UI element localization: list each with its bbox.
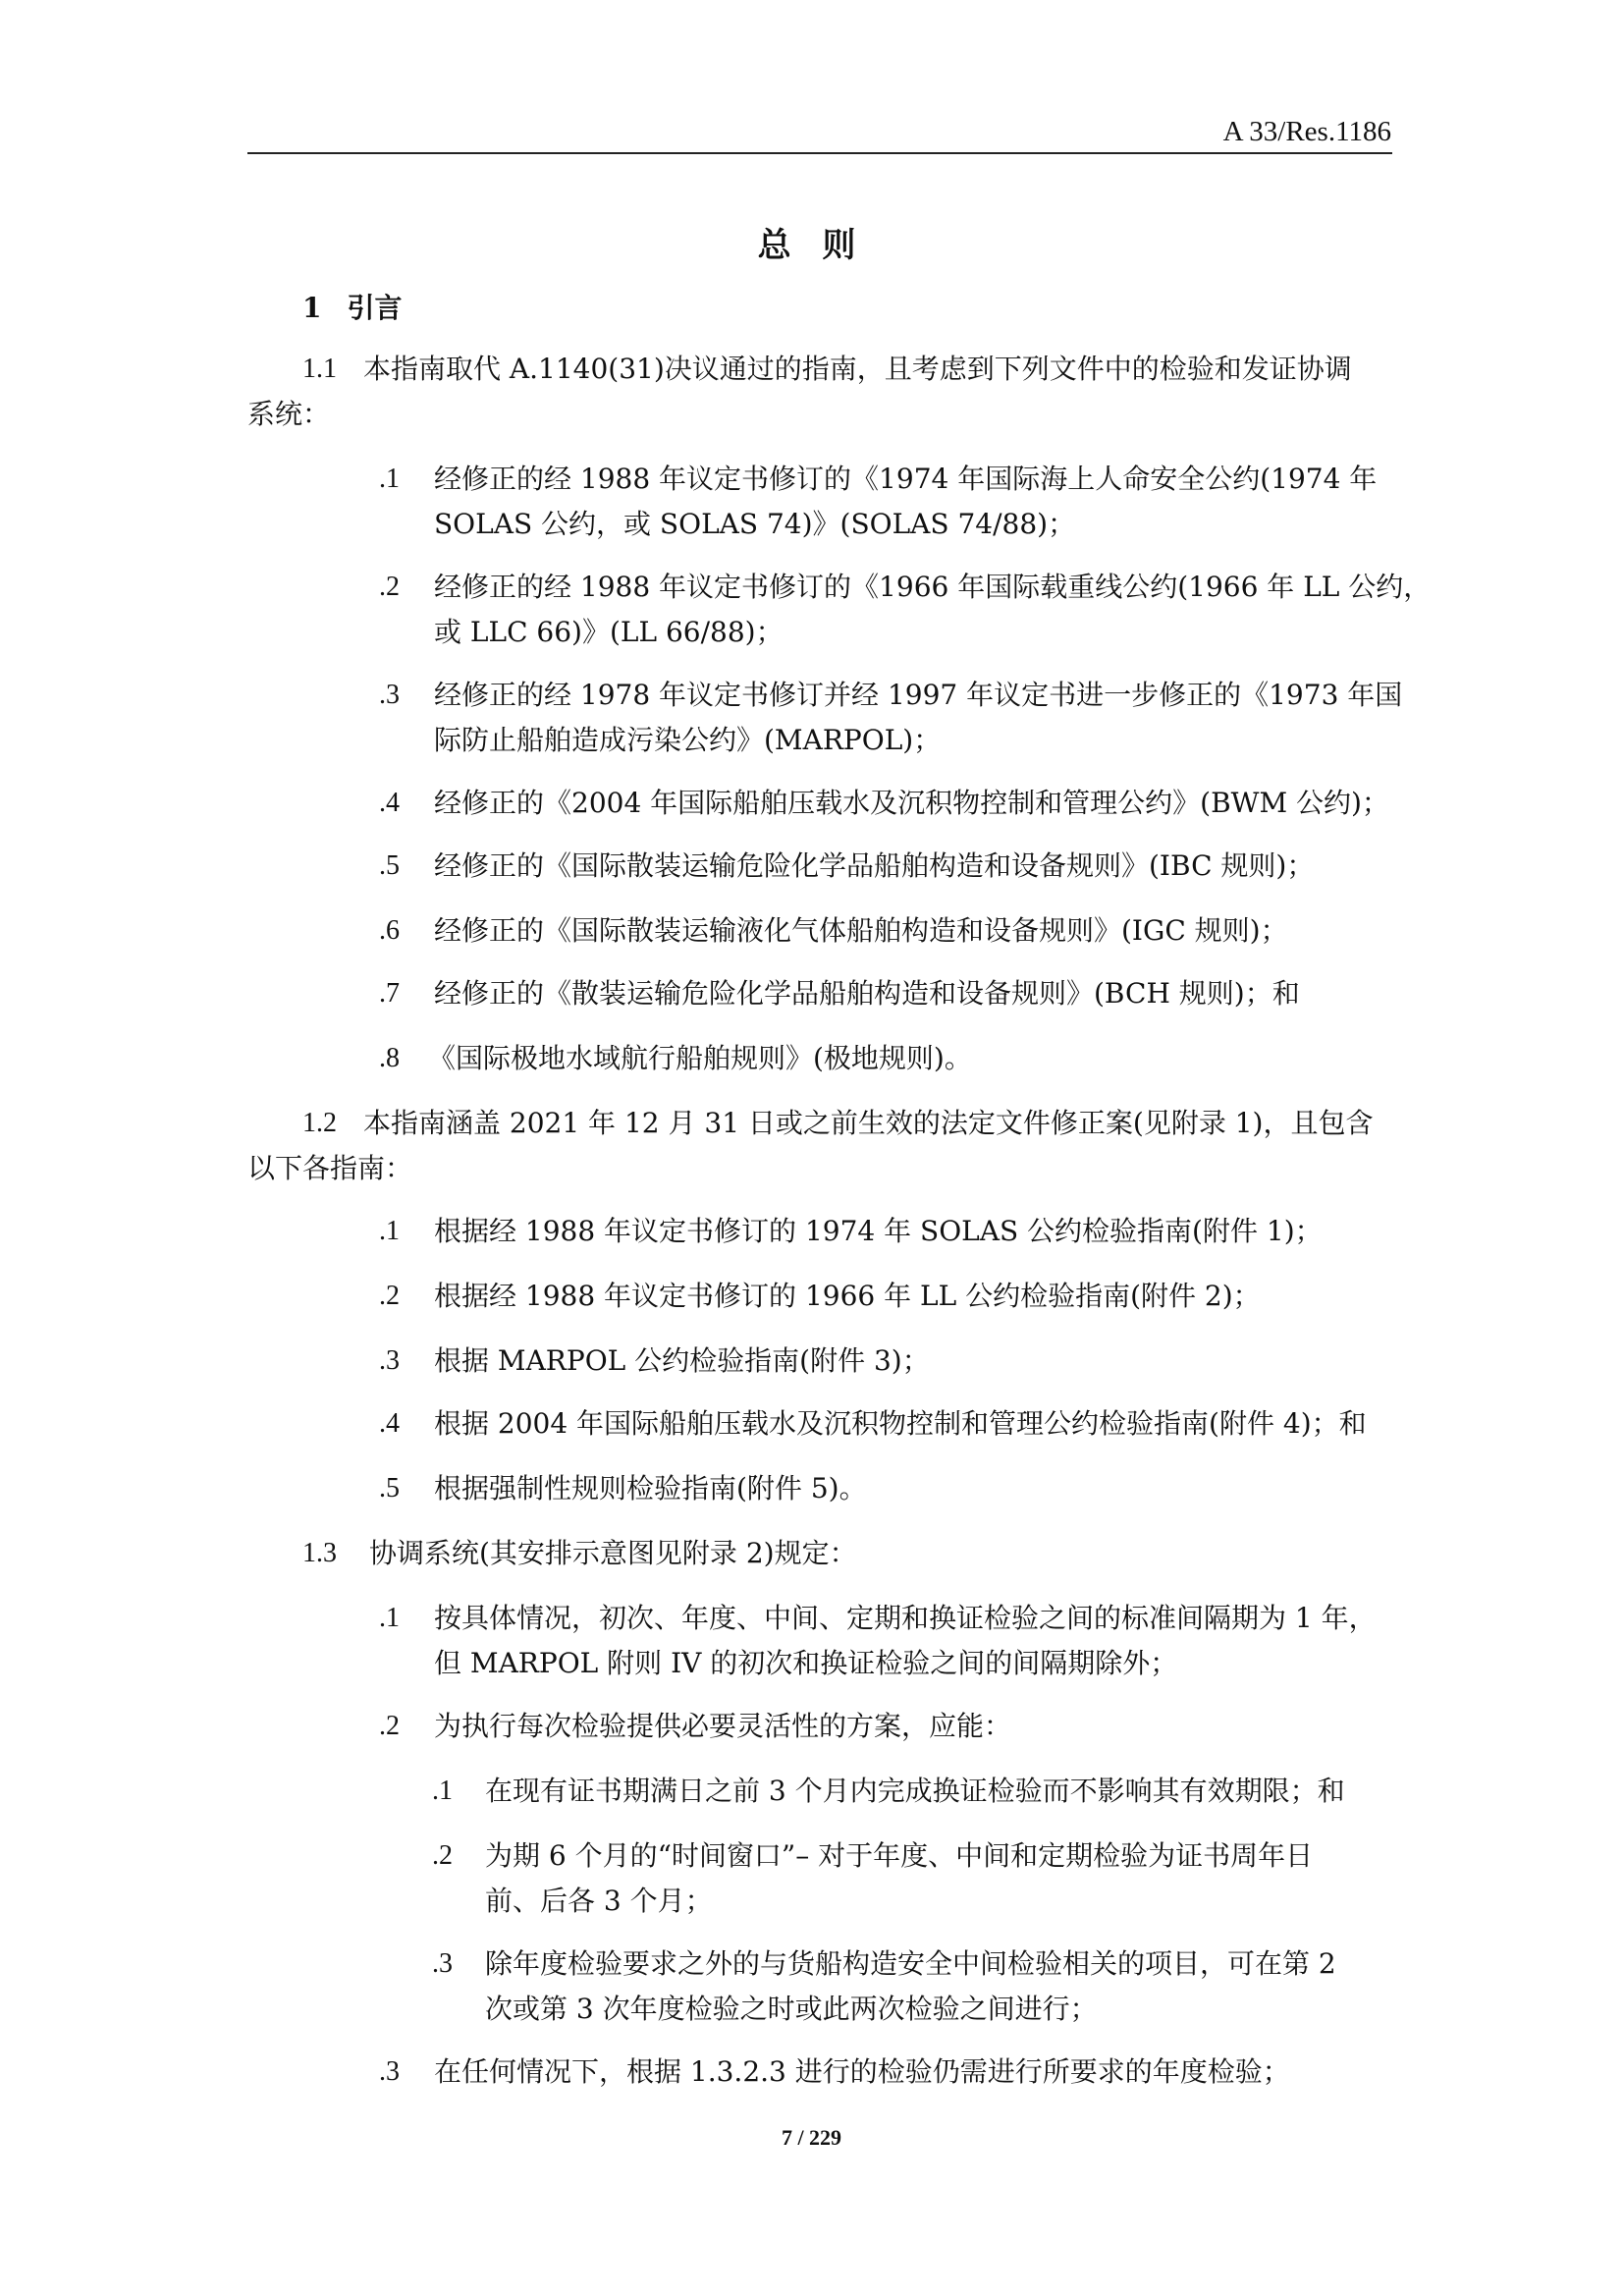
sub-list-item-number: .3 [432,1948,453,1979]
sub-list-item-text: 前、后各 3 个月； [485,1885,713,1917]
list-item-number: .3 [379,2056,400,2087]
list-item-text: 际防止船舶造成污染公约》(MARPOL)； [434,724,942,756]
paragraph-text: 本指南涵盖 2021 年 12 月 31 日或之前生效的法定文件修正案(见附录 1)，且包含 [363,1107,1374,1139]
section-title: 引言 [347,292,403,324]
list-item-text: 经修正的《2004 年国际船舶压载水及沉积物控制和管理公约》(BWM 公约)； [434,787,1389,819]
sub-list-item-text: 为期 6 个月的“时间窗口”– 对于年度、中间和定期检验为证书周年日 [485,1839,1314,1872]
list-item-number: .3 [379,1345,400,1376]
list-item-text: 经修正的《国际散装运输危险化学品船舶构造和设备规则》(IBC 规则)； [434,849,1315,882]
sub-list-item-text: 除年度检验要求之外的与货船构造安全中间检验相关的项目，可在第 2 [485,1947,1336,1980]
list-item-text: 在任何情况下，根据 1.3.2.3 进行的检验仍需进行所要求的年度检验； [434,2055,1290,2088]
list-item-number: .2 [379,572,400,602]
paragraph-text: 本指南取代 A.1140(31)决议通过的指南，且考虑到下列文件中的检验和发证协调 [363,353,1352,385]
list-item-text: SOLAS 公约，或 SOLAS 74)》(SOLAS 74/88)； [434,508,1076,540]
list-item-number: .2 [379,1281,400,1311]
section-heading [302,291,403,326]
sub-list-item-number: .2 [432,1840,453,1871]
list-item-number: .8 [379,1043,400,1073]
list-item-text: 经修正的经 1988 年议定书修订的《1974 年国际海上人命安全公约(1974 年 [434,463,1378,495]
header-divider [247,152,1392,154]
page-number: 7 / 229 [781,2125,842,2150]
list-item-number: .1 [379,1603,400,1633]
list-item-text: 经修正的《散装运输危险化学品船舶构造和设备规则》(BCH 规则)；和 [434,977,1300,1010]
list-item-number: .2 [379,1711,400,1741]
list-item-number: .6 [379,915,400,946]
list-item-text: 《国际极地水域航行船舶规则》(极地规则)。 [428,1042,972,1074]
list-item-text: 经修正的《国际散装运输液化气体船舶构造和设备规则》(IGC 规则)； [434,914,1288,947]
list-item-number: .7 [379,978,400,1009]
list-item-text: 经修正的经 1988 年议定书修订的《1966 年国际载重线公约(1966 年 LL 公约， [434,571,1432,603]
list-item-text: 按具体情况，初次、年度、中间、定期和换证检验之间的标准间隔期为 1 年， [434,1602,1377,1634]
paragraph-text: 系统： [247,398,331,430]
sub-list-item-number: .1 [432,1776,453,1806]
list-item-text: 或 LLC 66)》(LL 66/88)； [434,616,784,648]
section-number: 1 [302,292,322,324]
list-item-number: .5 [379,1473,400,1503]
list-item-number: .1 [379,464,400,494]
list-item-text: 根据 MARPOL 公约检验指南(附件 3)； [434,1344,930,1377]
sub-list-item-text: 在现有证书期满日之前 3 个月内完成换证检验而不影响其有效期限；和 [485,1775,1345,1807]
paragraph-number: 1.1 [302,354,337,384]
list-item-number: .4 [379,788,400,818]
list-item-text: 根据强制性规则检验指南(附件 5)。 [434,1472,867,1504]
paragraph-text: 以下各指南： [247,1152,413,1184]
paragraph-number: 1.2 [302,1108,337,1138]
list-item-number: .1 [379,1216,400,1246]
list-item-number: .5 [379,850,400,881]
paragraph-text: 协调系统(其安排示意图见附录 2)规定： [369,1537,857,1569]
list-item-number: .4 [379,1408,400,1439]
list-item-number: .3 [379,680,400,710]
document-reference: A 33/Res.1186 [1222,116,1391,147]
list-item-text: 为执行每次检验提供必要灵活性的方案，应能： [434,1710,1012,1742]
sub-list-item-text: 次或第 3 次年度检验之时或此两次检验之间进行； [485,1993,1098,2025]
page-title: 总 则 [757,226,866,265]
list-item-text: 根据经 1988 年议定书修订的 1966 年 LL 公约检验指南(附件 2)； [434,1280,1261,1312]
paragraph-number: 1.3 [302,1538,337,1568]
list-item-text: 根据 2004 年国际船舶压载水及沉积物控制和管理公约检验指南(附件 4)；和 [434,1407,1367,1440]
list-item-text: 经修正的经 1978 年议定书修订并经 1997 年议定书进一步修正的《1973 年国 [434,679,1403,711]
list-item-text: 根据经 1988 年议定书修订的 1974 年 SOLAS 公约检验指南(附件 1)； [434,1215,1323,1247]
list-item-text: 但 MARPOL 附则 IV 的初次和换证检验之间的间隔期除外； [434,1647,1178,1679]
